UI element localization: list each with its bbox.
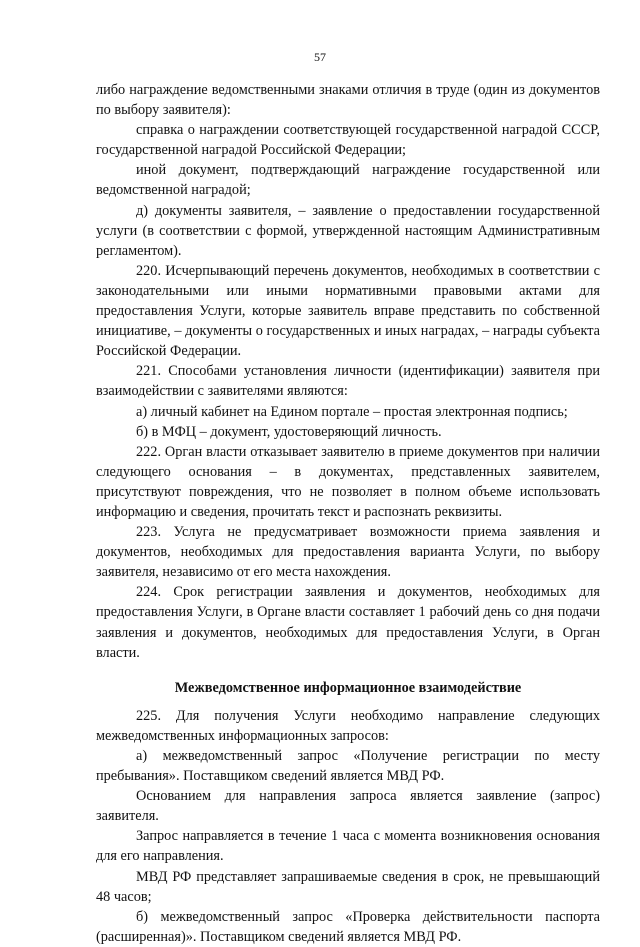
paragraph: 222. Орган власти отказывает заявителю в приеме документов при наличии следующего основания – в документах, представленных заявителем, присутствуют повреждения, что не позволяет в полном объеме использовать информацию и сведения, прочитать текст и распознать реквизиты. (96, 443, 600, 520)
paragraph: МВД РФ представляет запрашиваемые сведения в срок, не превышающий 48 часов; (96, 868, 600, 905)
page-number: 57 (314, 50, 326, 64)
section-heading: Межведомственное информационное взаимодействие (174, 679, 522, 696)
paragraph: а) личный кабинет на Едином портале – простая электронная подпись; (136, 403, 568, 420)
paragraph: либо награждение ведомственными знаками отличия в труде (один из документов по выбору заявителя): (96, 82, 600, 119)
paragraph: 220. Исчерпывающий перечень документов, необходимых в соответствии с законодательными или иными нормативными правовыми актами для предоставления Услуги, которые заявитель вправе представить по собственной инициативе, – документы о государственных и иных наградах, – награды субъекта Российской Федерации. (96, 262, 600, 360)
paragraph: справка о награждении соответствующей государственной наградой СССР, государственной наградой Российской Федерации; (96, 122, 600, 159)
paragraph: д) документы заявителя, – заявление о предоставлении государственной услуги (в соответствии с формой, утвержденной настоящим Административным регламентом). (96, 202, 600, 259)
paragraph: 223. Услуга не предусматривает возможности приема заявления и документов, необходимых для предоставления варианта Услуги, по выбору заявителя, независимо от его места нахождения. (96, 524, 600, 581)
section-after (96, 706, 600, 947)
paragraph: а) межведомственный запрос «Получение регистрации по месту пребывания». Поставщиком сведений является МВД РФ. (96, 748, 600, 785)
paragraph: Основанием для направления запроса является заявление (запрос) заявителя. (96, 788, 600, 825)
section-before (96, 80, 600, 663)
paragraph: б) межведомственный запрос «Проверка действительности паспорта (расширенная)». Поставщиком сведений является МВД РФ. (96, 908, 600, 945)
paragraph: 224. Срок регистрации заявления и документов, необходимых для предоставления Услуги, в Органе власти составляет 1 рабочий день со дня подачи заявления и документов, необходимых для предоставления Услуги, в Орган власти. (96, 584, 600, 661)
paragraph: б) в МФЦ – документ, удостоверяющий личность. (136, 423, 442, 440)
paragraph: Запрос направляется в течение 1 часа с момента возникновения основания для его направления. (96, 828, 600, 865)
page-body (96, 80, 600, 947)
paragraph: иной документ, подтверждающий награждение государственной или ведомственной наградой; (96, 162, 600, 199)
paragraph: 221. Способами установления личности (идентификации) заявителя при взаимодействии с заявителями являются: (96, 363, 600, 400)
paragraph: 225. Для получения Услуги необходимо направление следующих межведомственных информационных запросов: (96, 707, 600, 744)
